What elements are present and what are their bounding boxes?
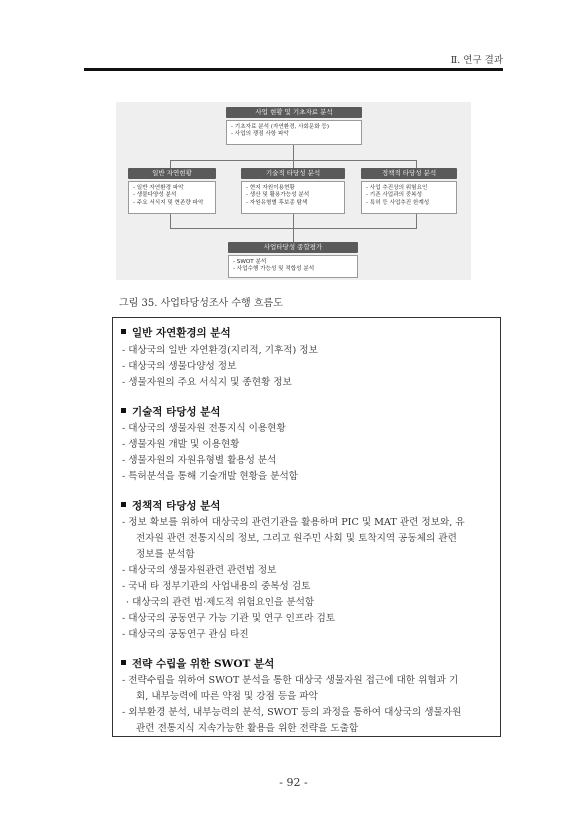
connector [170, 160, 171, 168]
bullet-line: - 생물자원 개발 및 이용현황 [122, 439, 240, 450]
bullet-line: - 생물자원의 주요 서식지 및 종현황 정보 [122, 377, 292, 388]
flow-bottom-title: 사업타당성 종합평가 [228, 242, 358, 253]
sub-bullet-line: · 대상국의 관련 법·제도적 위험요인을 분석함 [126, 597, 315, 608]
running-header: Ⅱ. 연구 결과 [450, 55, 503, 66]
square-bullet-icon [121, 329, 126, 334]
flow-mid-item: - 자원유형별 후보종 탐색 [246, 199, 308, 206]
bullet-line: - 정보 확보를 위하여 대상국의 관련기관을 활용하며 PIC 및 MAT 관련 정보와, 유 [122, 517, 465, 528]
connector [170, 214, 171, 228]
connector [293, 214, 294, 228]
bullet-line-continuation: 회, 내부능력에 따른 약점 및 강점 등을 파악 [136, 691, 318, 702]
connector [293, 145, 294, 160]
flow-top-body [226, 120, 362, 145]
flow-mid-body-3 [361, 181, 457, 214]
flow-mid-item: - 현지 자원이용현황 [246, 185, 295, 191]
header-rule [84, 68, 503, 71]
flow-mid-item: - 주요 서식지 및 현존량 파악 [133, 199, 204, 206]
bullet-line-continuation: 정보를 분석함 [136, 549, 195, 560]
bullet-line: - 대상국의 생물다양성 정보 [122, 361, 237, 372]
section-title-technical: 기술적 타당성 분석 [121, 404, 220, 419]
square-bullet-icon [121, 408, 126, 413]
bullet-line: - 대상국의 공동연구 가능 기관 및 연구 인프라 검토 [122, 613, 335, 624]
flow-mid-body-1 [128, 181, 216, 214]
bullet-line: - 전략수립을 위하여 SWOT 분석을 통한 대상국 생물자원 접근에 대한 위협과 기 [122, 675, 459, 686]
flow-mid-title-3: 정책적 타당성 분석 [361, 168, 457, 179]
flow-mid-body-2 [241, 181, 345, 214]
bullet-line: - 생물자원의 자원유형별 활용성 분석 [122, 455, 277, 466]
bullet-line: - 특허분석을 통해 기술개발 현황을 분석함 [122, 471, 299, 482]
flow-top-item: - 기초자료 분석 (자연환경, 사회문화 등) [231, 124, 330, 130]
flow-mid-title-2: 기술적 타당성 분석 [241, 168, 345, 179]
section-title-swot: 전략 수립을 위한 SWOT 분석 [121, 656, 274, 671]
flow-mid-item: - 생물다양성 분석 [133, 192, 177, 199]
square-bullet-icon [121, 502, 126, 507]
flow-bottom-item: - SWOT 분석 [233, 259, 267, 265]
bullet-line: - 국내 타 정부기관의 사업내용의 중복성 검토 [122, 581, 311, 592]
flow-top-item: - 사업의 쟁점 사항 파악 [231, 131, 289, 138]
flow-top-title: 사업 현황 및 기초자료 분석 [226, 107, 362, 118]
flow-mid-item: - 특허 등 사업추진 한계성 [366, 199, 430, 206]
flow-mid-item: - 기존 사업과의 중복성 [366, 192, 422, 199]
flow-mid-item: - 일반 자연환경 파악 [133, 185, 184, 191]
section-title-natural: 일반 자연환경의 분석 [121, 325, 231, 340]
page-number: - 92 - [279, 776, 308, 789]
flow-bottom-body [228, 255, 358, 278]
section-title-policy: 정책적 타당성 분석 [121, 498, 220, 513]
connector [293, 160, 294, 168]
bullet-line: - 대상국의 일반 자연환경(지리적, 기후적) 정보 [122, 345, 318, 356]
flow-bottom-item: - 사업수행 가능성 및 적합성 분석 [233, 266, 315, 273]
connector [416, 214, 417, 228]
bullet-line: - 대상국의 생물자원관련 관련법 정보 [122, 565, 277, 576]
flow-mid-item: - 생산 및 활용가능성 분석 [246, 192, 310, 199]
flow-mid-item: - 사업 추진상의 위험요인 [366, 185, 428, 191]
bullet-line-continuation: 전자원 관련 전통지식의 정보, 그리고 원주민 사회 및 토착지역 공동체의 관련 [136, 533, 457, 544]
connector [416, 160, 417, 168]
bullet-line: - 외부환경 분석, 내부능력의 분석, SWOT 등의 과정을 통하여 대상국의 생물자원 [122, 707, 462, 718]
flowchart [116, 102, 471, 280]
bullet-line: - 대상국의 공동연구 관심 타진 [122, 629, 249, 640]
square-bullet-icon [121, 660, 126, 665]
bullet-line: - 대상국의 생물자원 전통지식 이용현황 [122, 423, 286, 434]
figure-caption: 그림 35. 사업타당성조사 수행 흐름도 [119, 298, 283, 309]
flow-mid-title-1: 일반 자연현황 [128, 168, 216, 179]
bullet-line-continuation: 관련 전통지식 지속가능한 활용을 위한 전략을 도출함 [136, 723, 359, 734]
connector [293, 228, 294, 242]
